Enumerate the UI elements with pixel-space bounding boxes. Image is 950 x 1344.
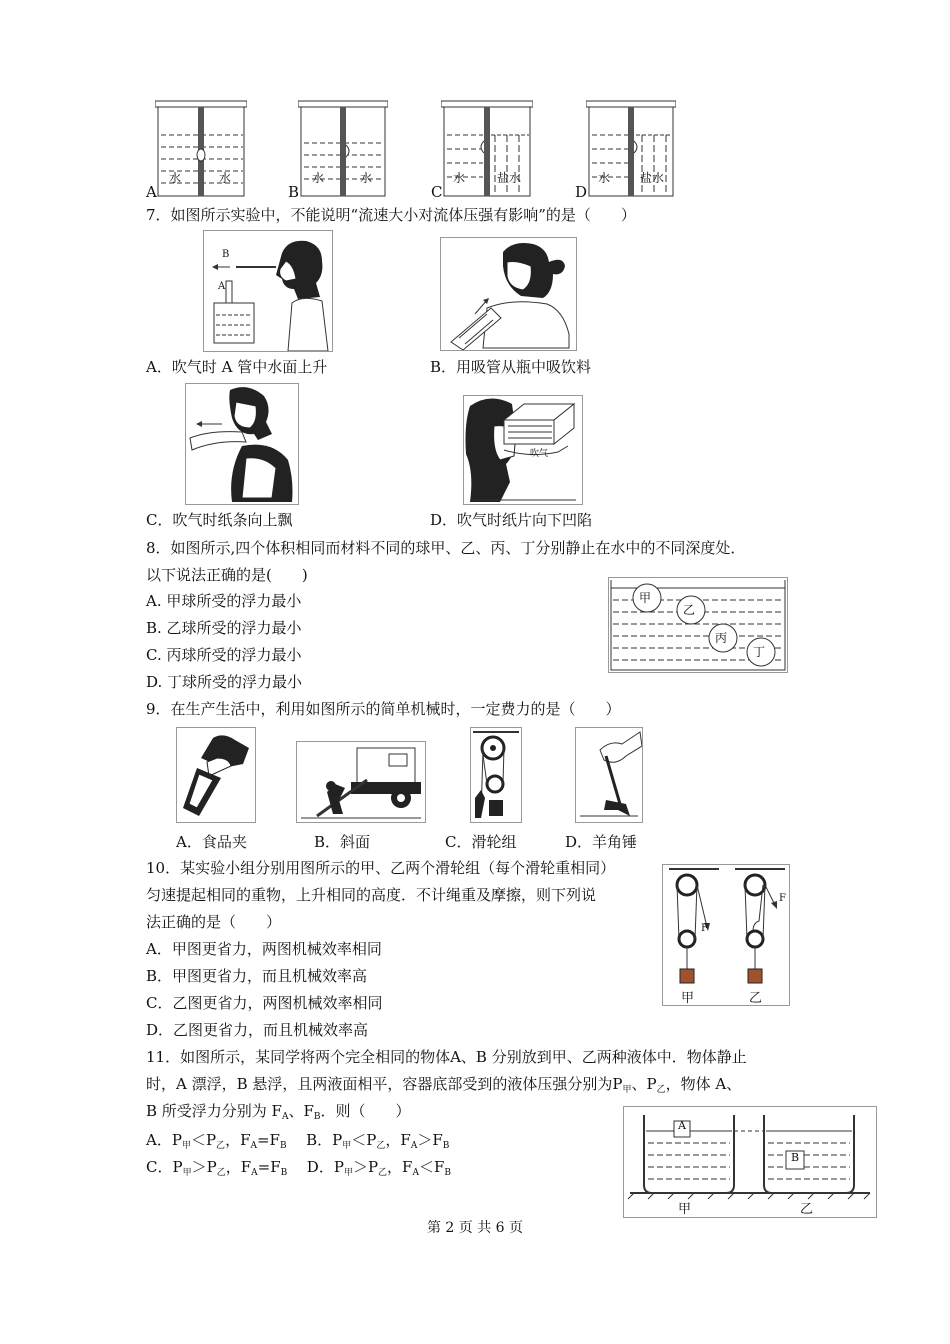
q11-options-row1 bbox=[146, 1130, 449, 1156]
q7-option-a: A．吹气时 A 管中水面上升 bbox=[146, 358, 328, 376]
q7-figure-b bbox=[440, 237, 577, 351]
q7-option-c: C．吹气时纸条向上飘 bbox=[146, 511, 293, 529]
q6-option-d-letter: D bbox=[575, 183, 588, 201]
q6-c-right-liquid: 盐水 bbox=[497, 171, 522, 185]
page-footer: 第 2 页 共 6 页 bbox=[426, 1220, 524, 1236]
q7-fig-a-tube-a-label: A bbox=[218, 281, 226, 292]
q6-option-c-letter: C bbox=[431, 183, 443, 201]
q9-stem: 9．在生产生活中，利用如图所示的简单机械时，一定费力的是（ ） bbox=[146, 700, 621, 718]
q11-stem-line2: 时，A 漂浮，B 悬浮，且两液面相平，容器底部受到的液体压强分别为$P_甲$、$P_乙$，物体 A、 bbox=[146, 1075, 742, 1095]
q11-option-d: D．$P_甲>P_乙$，$F_A<F_B$ bbox=[306, 1158, 452, 1178]
q11-figure bbox=[623, 1106, 877, 1218]
q8-ball-ding: 丁 bbox=[753, 645, 766, 659]
q10-label-yi: 乙 bbox=[749, 991, 763, 1006]
q7-figure-d bbox=[463, 395, 583, 505]
q11-container-yi-label: 乙 bbox=[800, 1202, 814, 1217]
q11-options-row2 bbox=[146, 1157, 451, 1183]
q8-option-d: D. 丁球所受的浮力最小 bbox=[146, 673, 303, 691]
q7-option-b: B．用吸管从瓶中吸饮料 bbox=[430, 358, 592, 376]
q6-option-a-letter: A bbox=[146, 183, 157, 201]
q9-figure-a bbox=[176, 727, 256, 823]
q7-figure-c bbox=[185, 383, 299, 505]
q9-option-c: C．滑轮组 bbox=[445, 833, 517, 851]
q11-stem-line1: 11．如图所示，某同学将两个完全相同的物体A、B 分别放到甲、乙两种液体中．物体静止 bbox=[146, 1048, 747, 1066]
q10-yi-force-label: F bbox=[779, 893, 786, 904]
q8-option-c: C. 丙球所受的浮力最小 bbox=[146, 646, 302, 664]
q6-figure-c bbox=[441, 99, 533, 197]
q10-option-c: C．乙图更省力，两图机械效率相同 bbox=[146, 994, 383, 1012]
q11-container-jia-label: 甲 bbox=[678, 1202, 692, 1217]
q9-figure-d bbox=[575, 727, 643, 823]
q10-figure bbox=[662, 864, 790, 1006]
q8-option-a: A. 甲球所受的浮力最小 bbox=[146, 592, 302, 610]
q9-figure-c bbox=[470, 727, 522, 823]
q6-b-left-liquid: 水 bbox=[312, 171, 325, 185]
q11-object-b-label: B bbox=[791, 1151, 800, 1164]
q7-stem: 7．如图所示实验中，不能说明“流速大小对流体压强有影响”的是（ ） bbox=[146, 206, 636, 224]
q10-option-d: D．乙图更省力，而且机械效率高 bbox=[146, 1021, 369, 1039]
q7-figure-a bbox=[203, 230, 333, 352]
q6-option-b-letter: B bbox=[288, 183, 300, 201]
q6-a-right-liquid: 水 bbox=[219, 171, 232, 185]
q10-label-jia: 甲 bbox=[681, 991, 695, 1006]
q11-option-b: B．$P_甲<P_乙$，$F_A>F_B$ bbox=[306, 1131, 450, 1151]
q9-option-a: A．食品夹 bbox=[176, 833, 247, 851]
q6-b-right-liquid: 水 bbox=[360, 171, 373, 185]
q8-stem-line1: 8．如图所示,四个体积相同而材料不同的球甲、乙、丙、丁分别静止在水中的不同深度处． bbox=[146, 539, 746, 557]
q7-option-d: D．吹气时纸片向下凹陷 bbox=[430, 511, 593, 529]
q11-option-c: C．$P_甲>P_乙$，$F_A=F_B$ bbox=[146, 1158, 288, 1178]
q9-figure-b bbox=[296, 741, 426, 823]
q8-ball-bing: 丙 bbox=[715, 631, 728, 645]
q11-stem-line3: B 所受浮力分别为 $F_A$、$F_B$．则（ ） bbox=[146, 1102, 411, 1122]
q6-c-left-liquid: 水 bbox=[453, 171, 466, 185]
q6-a-left-liquid: 水 bbox=[169, 171, 182, 185]
q11-object-a-label: A bbox=[678, 1119, 686, 1132]
q8-option-b: B. 乙球所受的浮力最小 bbox=[146, 619, 302, 637]
q7-fig-d-label: 吹气 bbox=[530, 449, 549, 459]
q6-figure-d bbox=[586, 99, 676, 197]
q10-option-a: A．甲图更省力，两图机械效率相同 bbox=[146, 940, 382, 958]
q9-option-d: D．羊角锤 bbox=[565, 833, 638, 851]
q9-option-b: B．斜面 bbox=[314, 833, 371, 851]
q11-option-a: A．$P_甲<P_乙$，$F_A=F_B$ bbox=[146, 1131, 287, 1151]
q10-jia-force-label: F bbox=[701, 923, 708, 934]
q6-d-right-liquid: 盐水 bbox=[640, 171, 665, 185]
q10-stem-line2: 匀速提起相同的重物，上升相同的高度．不计绳重及摩擦，则下列说 bbox=[146, 886, 597, 904]
q6-d-left-liquid: 水 bbox=[598, 171, 611, 185]
q6-figure-a bbox=[155, 99, 247, 197]
q8-ball-jia: 甲 bbox=[639, 591, 652, 605]
q8-ball-yi: 乙 bbox=[683, 603, 696, 617]
q10-stem-line3: 法正确的是（ ） bbox=[146, 913, 282, 931]
q8-stem-line2: 以下说法正确的是( ) bbox=[146, 566, 308, 584]
q6-figure-b bbox=[298, 99, 388, 197]
q10-option-b: B．甲图更省力，而且机械效率高 bbox=[146, 967, 368, 985]
q7-fig-a-tube-b-label: B bbox=[222, 249, 230, 260]
q10-stem-line1: 10．某实验小组分别用图所示的甲、乙两个滑轮组（每个滑轮重相同） bbox=[146, 859, 616, 877]
q8-figure bbox=[608, 577, 788, 673]
